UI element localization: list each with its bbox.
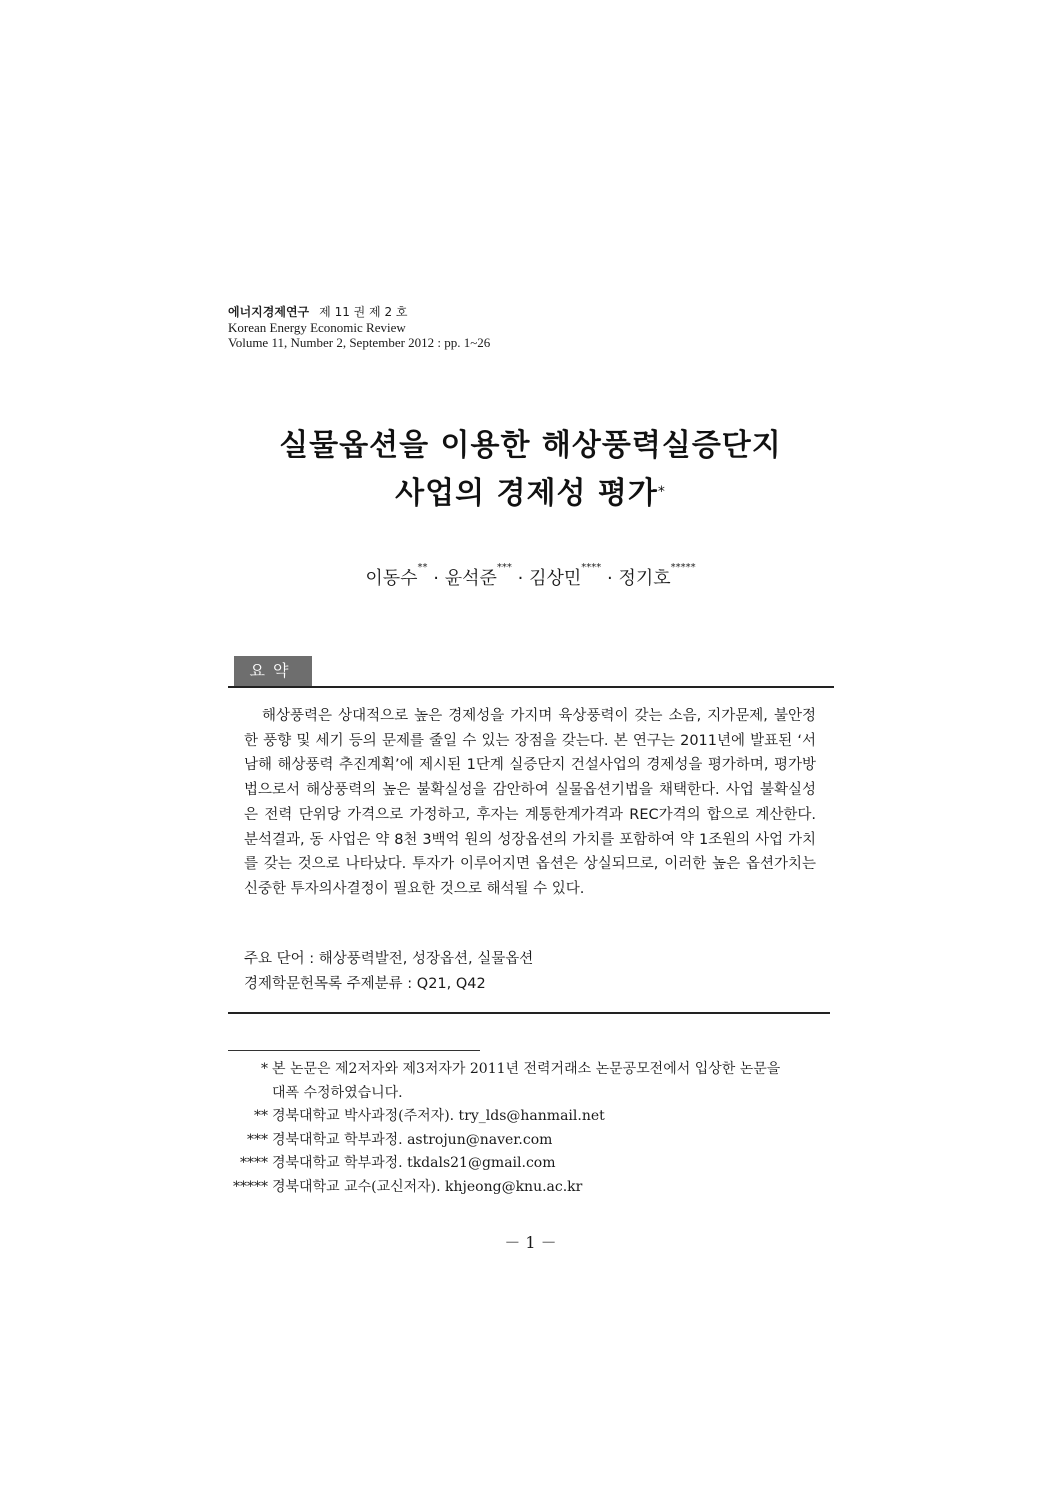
footnote-item	[228, 1152, 838, 1176]
footnote-item	[228, 1129, 838, 1153]
author-name: 김상민	[529, 568, 582, 589]
journal-volume-kor: 제 11 권 제 2 호	[319, 305, 408, 319]
footnote-item	[228, 1176, 838, 1200]
author-name: 이동수	[365, 568, 418, 589]
journal-name-kor-text: 에너지경제연구	[228, 305, 310, 319]
footnote-mark: *	[261, 1061, 268, 1077]
author-list	[0, 564, 1061, 590]
journal-name-kor	[228, 305, 309, 319]
abstract-header	[228, 654, 834, 688]
author-mark: ****	[581, 562, 602, 573]
title-line-2	[0, 470, 1061, 518]
keywords-block	[244, 947, 816, 997]
footnote-text: 경북대학교 학부과정. astrojun@naver.com	[272, 1131, 553, 1148]
footnote-text-continuation: 대폭 수정하였습니다.	[272, 1084, 403, 1101]
footnote-text: 경북대학교 학부과정. tkdals21@gmail.com	[272, 1155, 556, 1171]
title-footnote-mark: *	[657, 484, 666, 500]
footnote-item	[228, 1105, 838, 1129]
abstract-heading-tab: 요약	[234, 656, 312, 686]
jel-classification-line: 경제학문헌목록 주제분류 : Q21, Q42	[244, 976, 486, 992]
abstract-bottom-rule	[228, 1012, 830, 1014]
author-mark: **	[417, 562, 428, 573]
title-line-1: 실물옵션을 이용한 해상풍력실증단지	[279, 428, 782, 463]
title-line-2-text: 사업의 경제성 평가	[395, 476, 658, 511]
author-mark: *****	[670, 562, 696, 573]
author-name: 윤석준	[444, 568, 497, 589]
footnote-text-line: 본 논문은 제2저자와 제3저자가 2011년 전력거래소 논문공모전에서 입상한 논문을	[272, 1061, 781, 1077]
footnote-text: 경북대학교 교수(교신저자). khjeong@knu.ac.kr	[272, 1178, 583, 1195]
journal-title-kor-line	[228, 304, 490, 320]
author-separator: ·	[433, 568, 439, 589]
journal-name-eng: Korean Energy Economic Review	[228, 320, 406, 335]
author-separator: ·	[607, 568, 613, 589]
footnote-mark: ***	[247, 1131, 268, 1148]
page-number: － 1 －	[504, 1233, 557, 1252]
author-name: 정기호	[618, 568, 671, 589]
journal-header	[228, 304, 490, 350]
abstract-body: 해상풍력은 상대적으로 높은 경제성을 가지며 육상풍력이 갖는 소음, 지가문제, 불안정한 풍향 및 세기 등의 문제를 줄일 수 있는 장점을 갖는다. 본 연구는 2011년에 발표된 ‘서남해 해상풍력 추진계획’에 제시된 1단계 실증단지 건설사업의 경제성을 평가하며, 평가방법으로서 해상풍력의 높은 불확실성을 감안하여 실물옵션기법을 채택한다. 사업 불확실성은 전력 단위당 가격으로 가정하고, 후자는 계통한계가격과 REC가격의 합으로 계산한다. 분석결과, 동 사업은 약 8천 3백억 원의 성장옵션의 가치를 포함하여 약 1조원의 사업 가치를 갖는 것으로 나타났다. 투자가 이루어지면 옵션은 상실되므로, 이러한 높은 옵션가치는 신중한 투자의사결정이 필요한 것으로 해석될 수 있다.	[244, 708, 816, 897]
journal-volume-eng: Volume 11, Number 2, September 2012 : pp. 1~26	[228, 335, 491, 350]
footnotes	[228, 1058, 838, 1199]
footnote-text: 경북대학교 박사과정(주저자). try_lds@hanmail.net	[272, 1108, 605, 1124]
footnote-text	[272, 1058, 838, 1105]
footnote-mark: **	[254, 1108, 268, 1124]
paper-title	[0, 422, 1061, 518]
footnote-mark: *****	[233, 1178, 268, 1195]
footnote-item	[228, 1058, 838, 1105]
author-separator: ·	[517, 568, 524, 589]
footnote-mark: ****	[240, 1155, 268, 1171]
footnote-divider	[228, 1050, 480, 1051]
author-mark: ***	[496, 562, 512, 573]
keywords-line: 주요 단어 : 해상풍력발전, 성장옵션, 실물옵션	[244, 951, 534, 967]
